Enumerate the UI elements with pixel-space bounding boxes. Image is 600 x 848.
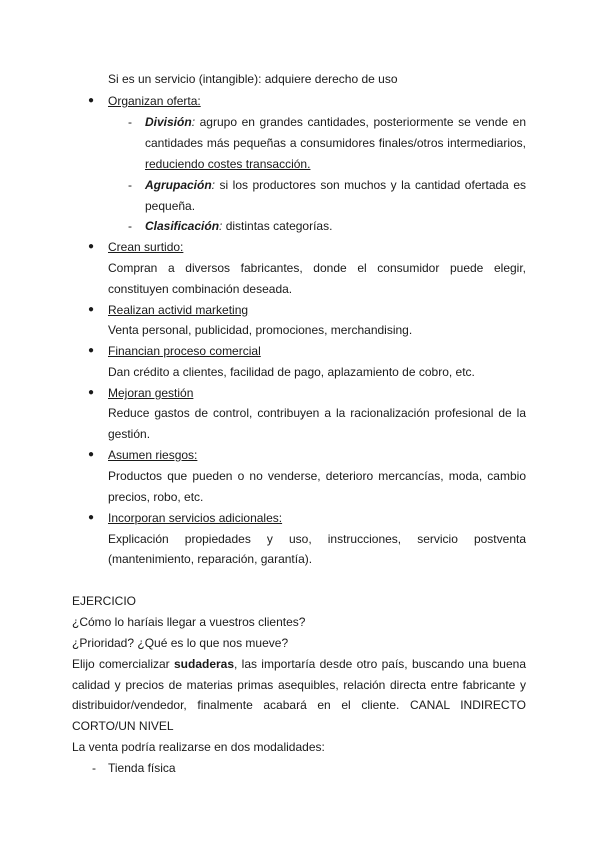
financian-line-1: Dan crédito a clientes, facilidad de pago, aplazamiento de cobro, etc.: [108, 365, 475, 379]
ejercicio-heading: EJERCICIO: [72, 594, 137, 608]
clasificacion-text: distintas categorías.: [222, 219, 333, 233]
agrupacion-colon: :: [211, 178, 216, 192]
agrupacion-term: Agrupación: [145, 178, 212, 192]
ejercicio-paragraph-line-1: [72, 657, 526, 671]
ejercicio-question-2: ¿Prioridad? ¿Qué es lo que nos mueve?: [72, 636, 289, 650]
ejercicio-paragraph-line-2: calidad y precios de materias primas asequibles, relación directa entre fabricante y: [72, 678, 526, 692]
bullet-icon: ●: [88, 241, 95, 252]
ejercicio-paragraph-line-3: distribuidor/vendedor, finalmente acabará en el cliente. CANAL INDIRECTO: [72, 698, 526, 712]
bullet-icon: ●: [88, 387, 95, 398]
dash-icon: -: [128, 115, 132, 129]
marketing-title: Realizan activid marketing: [108, 303, 249, 317]
gestion-line-2: gestión.: [108, 427, 151, 441]
intro-line: Si es un servicio (intangible): adquiere derecho de uso: [108, 72, 398, 86]
servicios-line-2: (mantenimiento, reparación, garantía).: [108, 552, 313, 566]
clasificacion-colon: :: [219, 219, 223, 233]
servicios-title: Incorporan servicios adicionales:: [108, 511, 283, 525]
division-term: División: [145, 115, 192, 129]
bullet-icon: ●: [88, 304, 95, 315]
division-colon: :: [191, 115, 196, 129]
riesgos-line-2: precios, robo, etc.: [108, 490, 204, 504]
gestion-title: Mejoran gestión: [108, 386, 194, 400]
ejercicio-paragraph-line-5: La venta podría realizarse en dos modalidades:: [72, 740, 325, 754]
riesgos-line-1: Productos que pueden o no venderse, deterioro mercancías, moda, cambio: [108, 469, 526, 483]
agrupacion-line-1: [145, 178, 526, 192]
gestion-line-1: Reduce gastos de control, contribuyen a la racionalización profesional de la: [108, 406, 526, 420]
ejercicio-list-item-1: Tienda física: [108, 761, 176, 775]
agrupacion-line-2: pequeña.: [145, 199, 196, 213]
p1-post: , las importaría desde otro país, buscando una buena: [234, 657, 527, 671]
riesgos-title: Asumen riesgos:: [108, 448, 198, 462]
dash-icon: -: [128, 219, 132, 233]
financian-title: Financian proceso comercial: [108, 344, 261, 358]
ejercicio-question-1: ¿Cómo lo haríais llegar a vuestros clientes?: [72, 615, 306, 629]
division-text: agrupo en grandes cantidades, posteriormente se vende en: [195, 115, 526, 129]
bullet-icon: ●: [88, 95, 95, 106]
surtido-line-1: Compran a diversos fabricantes, donde el consumidor puede elegir,: [108, 261, 526, 275]
p1-bold: sudaderas: [173, 657, 235, 671]
bullet-icon: ●: [88, 512, 95, 523]
dash-icon: -: [128, 178, 132, 192]
agrupacion-text: si los productores son muchos y la cantidad ofertada es: [215, 178, 526, 192]
surtido-line-2: constituyen combinación deseada.: [108, 282, 293, 296]
marketing-line-1: Venta personal, publicidad, promociones, merchandising.: [108, 323, 413, 337]
dash-icon: -: [92, 761, 96, 775]
servicios-line-1: Explicación propiedades y uso, instrucciones, servicio postventa: [108, 532, 526, 546]
bullet-icon: ●: [88, 449, 95, 460]
division-line-3: reduciendo costes transacción.: [145, 157, 311, 171]
surtido-title: Crean surtido:: [108, 240, 184, 254]
division-line-1: [145, 115, 526, 129]
organizan-title: Organizan oferta:: [108, 94, 201, 108]
ejercicio-paragraph-line-4: CORTO/UN NIVEL: [72, 719, 174, 733]
bullet-icon: ●: [88, 345, 95, 356]
p1-pre: Elijo comercializar: [72, 657, 174, 671]
clasificacion-term: Clasificación: [145, 219, 220, 233]
division-line-2: cantidades más pequeñas a consumidores finales/otros intermediarios,: [145, 136, 526, 150]
clasificacion-line-1: [145, 219, 332, 233]
